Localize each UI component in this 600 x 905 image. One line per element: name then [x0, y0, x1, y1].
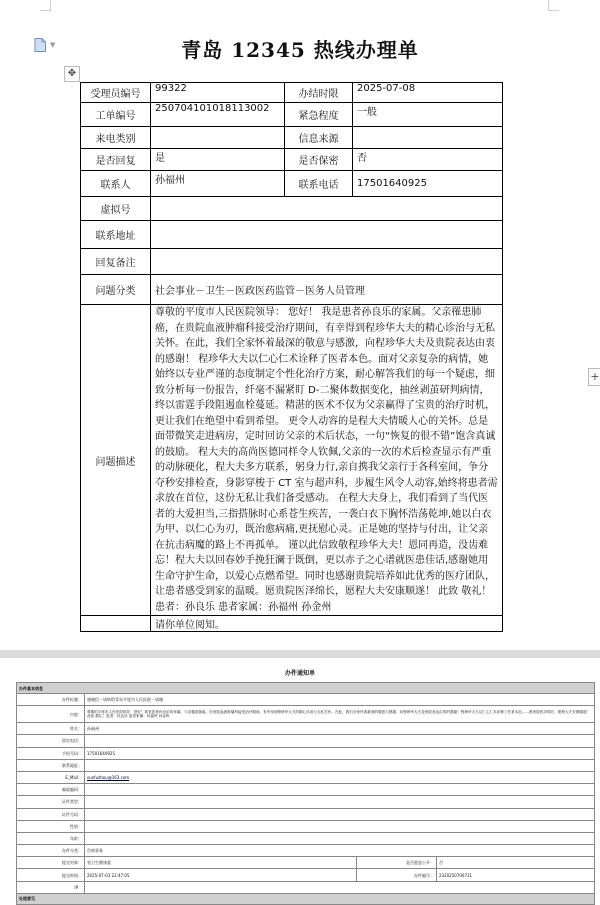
field-label: 年龄： — [17, 832, 85, 844]
contact-label: 联系人 — [81, 171, 151, 197]
submit-time-value: 2025-07-03 22:47:05 — [85, 869, 357, 881]
field-label: 内容： — [17, 706, 85, 723]
contact-value: 孙福州 — [151, 171, 285, 197]
remark-value — [151, 249, 503, 275]
field-value: 咨询事务 — [85, 845, 595, 857]
notice-section-basic: 办件基本信息 — [17, 683, 595, 694]
virtual-number-value — [151, 197, 503, 221]
notice-section-opinion: 处理意见 — [17, 893, 595, 904]
notice-title: 办件通知单 — [284, 670, 315, 677]
description-label: 问题描述 — [81, 305, 151, 616]
field-value — [85, 784, 595, 796]
address-value — [151, 221, 503, 249]
add-column-icon[interactable]: + — [588, 368, 600, 386]
field-label: 姓名： — [17, 723, 85, 735]
field-label: 办件分类： — [17, 845, 85, 857]
public-value: 否 — [437, 857, 595, 869]
submit-time-label: 提交时间： — [17, 869, 85, 881]
description-value: 尊敬的平度市人民医院领导： 您好！ 我是患者孙良乐的家属。父亲罹患肺癌，在贵院血液肿瘤科接受治疗期间，有幸得到程珍华大夫的精心诊治与无私关怀。在此，我们全家怀着最深的敬意与感激，向程珍华大夫及贵院表达由衷的感谢！ 程珍华大夫以仁心仁术诠释了医者本色。面对父亲复杂的病情，她始终以专业严谨的态度制定个性化治疗方案，耐心解答我们的每一个疑虑，细致分析每一份报告，纤毫不漏紧盯 D-二聚体数据变化，抽丝剥茧研判病情，终以雷霆手段阻遏血栓蔓延。精湛的医术不仅为父亲赢得了宝贵的治疗时机，更让我们在绝望中看到希望。 更令人动容的是程大夫情暖人心的关怀。总是面带微笑走进病房，定时回访父亲的术后状态，一句“恢复的很不错”饱含真诚的鼓励。 程大夫的高尚医德同样令人钦佩,父亲的一次的术后检查显示有严重的动脉硬化，程大夫多方联系，躬身力行,亲自携我父亲行于各科室间，争分夺秒安排检查，身影穿梭于 CT 室与超声科，步履生风令人动容,始终将患者需求放在首位，这份无私让我们备受感动。 在程大夫身上，我们看到了当代医者的大爱担当,三指搭脉时心系苍生疾苦，一袭白衣下胸怀浩荡乾坤,她以白衣为甲、以仁心为刃，既治愈病痛,更抚慰心灵。正是她的坚持与付出，让父亲在抗击病魔的路上不再孤单。 谨以此信致敬程珍华大夫！恩同再造，没齿难忘！程大夫以回春妙手挽狂澜于既倒，更以赤子之心谱就医患佳话,感谢她用生命守护生命，以爱心点燃希望。同时也感谢贵院培养如此优秀的医疗团队，让患者感受到家的温暖。愿贵院医泽绵长，愿程大夫安康顺遂！ 此致 敬礼！ 患者：孙良乐 患者家属：孙福州 孙金州 — [151, 305, 503, 616]
chevron-down-icon[interactable]: ▼ — [50, 41, 56, 49]
field-value[interactable] — [85, 771, 595, 783]
field-value: 17501640925 — [85, 747, 595, 759]
receiver-value: 99322 — [151, 83, 285, 103]
field-value: 孙福州 — [85, 723, 595, 735]
field-value: 感谢信－请转给青岛平度市人民医院－请谢 — [85, 694, 595, 706]
page-title: 青岛 12345 热线办理单 — [181, 38, 419, 62]
table-move-handle-icon[interactable]: ✥ — [64, 66, 80, 82]
field-value — [85, 820, 595, 832]
field-value — [85, 759, 595, 771]
field-label: E_Mail： — [17, 771, 85, 783]
phone-value: 17501640925 — [353, 171, 503, 197]
handling-value: 请你单位阅知。 — [151, 616, 503, 632]
reply-label: 是否回复 — [81, 149, 151, 171]
ip-label: IP： — [17, 881, 85, 893]
field-label: 联系地址： — [17, 759, 85, 771]
case-no-value: 2320250700731 — [437, 869, 595, 881]
deadline-value: 2025-07-08 — [353, 83, 503, 103]
field-label: 证件号码： — [17, 808, 85, 820]
phone-label: 联系电话 — [285, 171, 353, 197]
remark-label: 回复备注 — [81, 249, 151, 275]
call-type-label: 来电类别 — [81, 127, 151, 149]
field-value — [85, 832, 595, 844]
call-type-value — [151, 127, 285, 149]
page-corner-mark — [548, 0, 559, 11]
field-value — [85, 808, 595, 820]
email-link[interactable]: sunfuzhou@163.com — [87, 775, 130, 781]
hotline-form-table — [80, 82, 503, 632]
urgency-value: 一般 — [353, 103, 503, 127]
field-label: 邮政编码： — [17, 784, 85, 796]
field-label: 性别： — [17, 820, 85, 832]
submit-target-value: 省卫生健康委 — [85, 857, 357, 869]
receiver-label: 受理员编号 — [81, 83, 151, 103]
submit-target-label: 提交对象： — [17, 857, 85, 869]
notice-page — [6, 658, 594, 902]
ip-value — [85, 881, 595, 893]
source-value — [353, 127, 503, 149]
ticket-value: 250704101018113002 — [151, 103, 285, 127]
category-label: 问题分类 — [81, 275, 151, 305]
field-label: 固定电话： — [17, 735, 85, 747]
field-label: 办件标题： — [17, 694, 85, 706]
page-corner-mark — [40, 0, 51, 11]
deadline-label: 办结时限 — [285, 83, 353, 103]
field-value — [85, 735, 595, 747]
reply-value: 是 — [151, 149, 285, 171]
secret-label: 是否保密 — [285, 149, 353, 171]
urgency-label: 紧急程度 — [285, 103, 353, 127]
category-value: 社会事业－卫生－医政医药监管－医务人员管理 — [151, 275, 503, 305]
ticket-label: 工单编号 — [81, 103, 151, 127]
handling-label — [81, 616, 151, 632]
field-value: 尊敬的平度市人民医院领导：您好！我是患者孙良乐的家属。父亲罹患肺癌，在贵院血液肿瘤科接受治疗期间，有幸得到程珍华大夫的精心诊治与无私关怀。在此，我们全家怀着最深的敬意与感激，向程珍华大夫及贵院表达由衷的感谢！程珍华大夫以仁心仁术诠释了医者本色……愿贵院医泽绵长，愿程大夫安康顺遂！此致 敬礼！患者：孙良乐 患者家属：孙福州 孙金州 — [85, 706, 595, 723]
public-label: 是否愿意公开： — [357, 857, 437, 869]
secret-value: 否 — [353, 149, 503, 171]
virtual-number-label: 虚拟号 — [81, 197, 151, 221]
page-divider — [0, 650, 600, 658]
field-label: 证件类型： — [17, 796, 85, 808]
field-label: 手机号码： — [17, 747, 85, 759]
source-label: 信息来源 — [285, 127, 353, 149]
case-no-label: 办件编号： — [357, 869, 437, 881]
notice-table — [16, 682, 595, 905]
field-value — [85, 796, 595, 808]
address-label: 联系地址 — [81, 221, 151, 249]
